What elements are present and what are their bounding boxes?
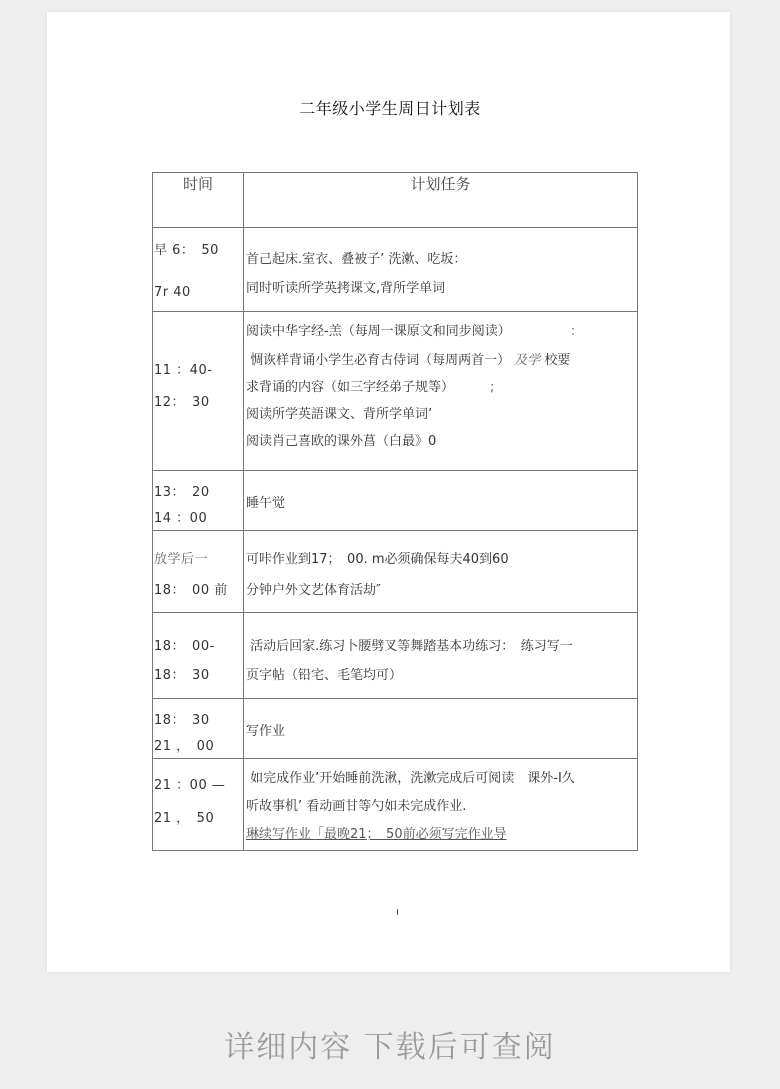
time-start: 18： 30 xyxy=(154,713,210,728)
time-cell xyxy=(153,228,244,312)
table-row xyxy=(153,531,638,613)
time-end: 7r 40 xyxy=(154,285,191,300)
task-line: 求背诵的内容（如三字经弟子规等） ; xyxy=(246,380,495,395)
task-line: 阅读所学英語课文、背所学单词’ xyxy=(246,407,433,422)
time-start: 11 ：40- xyxy=(154,363,213,378)
header-time: 时间 xyxy=(153,173,244,228)
time-start: 放学后一 xyxy=(154,552,209,567)
table-row xyxy=(153,228,638,312)
header-task: 计划任务 xyxy=(244,173,638,228)
table-row xyxy=(153,613,638,699)
time-cell xyxy=(153,759,244,851)
schedule-table xyxy=(152,172,638,851)
task-line: 阅读中华字经-羔（每周一课原文和同步阅读） : xyxy=(246,324,576,339)
task-line: 首己起床.室衣、叠被子’ 洗漱、吃坂： xyxy=(246,252,467,267)
task-line: 听故事机’ 看动画甘等勺如未完成作业. xyxy=(246,799,467,814)
task-cell xyxy=(244,312,638,471)
task-line: 页字帖（铅宅、毛笔均可） xyxy=(246,668,403,683)
task-line: 睡午觉 xyxy=(246,496,286,511)
time-cell xyxy=(153,531,244,613)
task-line: 阅读肖己喜欧的课外菖（白最》0 xyxy=(246,434,437,449)
time-end: 14 ：00 xyxy=(154,511,208,526)
task-cell xyxy=(244,759,638,851)
task-line: 如完成作业’开始睡前洗湫，洗漱完成后可阅读 课外-I久 xyxy=(250,771,575,786)
page-number-mark: ı xyxy=(396,905,400,918)
time-end: 18： 00 前 xyxy=(154,583,228,598)
table-row xyxy=(153,312,638,471)
task-cell xyxy=(244,699,638,759)
task-line: 写作业 xyxy=(246,724,286,739)
task-cell xyxy=(244,228,638,312)
table-row xyxy=(153,699,638,759)
time-end: 12： 30 xyxy=(154,395,210,410)
table-row xyxy=(153,471,638,531)
time-end: 21 ， 50 xyxy=(154,811,215,826)
task-cell xyxy=(244,613,638,699)
table-row xyxy=(153,759,638,851)
time-end: 21 ， 00 xyxy=(154,739,215,754)
time-cell xyxy=(153,613,244,699)
document-title: 二年级小学生周日计划表 xyxy=(299,99,481,118)
task-line: 惆诙样背诵小学生必育古侍词（每周两首一） 及学 校要 xyxy=(250,353,571,368)
task-line: 可咔作业到17； 00. m必须确保每夫40到60 xyxy=(246,552,509,567)
time-cell xyxy=(153,471,244,531)
time-start: 21 ：00 — xyxy=(154,778,226,793)
task-line: 活动后回家.练习卜腰劈叉等舞踏基本功练习： 练习写一 xyxy=(250,639,573,654)
time-start: 18： 00- xyxy=(154,639,215,654)
task-cell xyxy=(244,531,638,613)
task-cell xyxy=(244,471,638,531)
time-end: 18： 30 xyxy=(154,668,210,683)
table-header-row xyxy=(153,173,638,228)
time-start: 早 6： 50 xyxy=(154,243,219,258)
time-cell xyxy=(153,312,244,471)
download-hint-footer: 详细内容 下载后可查阅 xyxy=(224,1030,556,1065)
time-cell xyxy=(153,699,244,759)
task-line: 分钟户外文艺体育活劫″ xyxy=(246,583,381,598)
time-start: 13： 20 xyxy=(154,485,210,500)
task-line: 琳续写作业「最晚21； 50前必须写完作业导 xyxy=(246,827,507,842)
task-line: 同时听读所学英拷课文,背所学单词 xyxy=(246,281,446,296)
